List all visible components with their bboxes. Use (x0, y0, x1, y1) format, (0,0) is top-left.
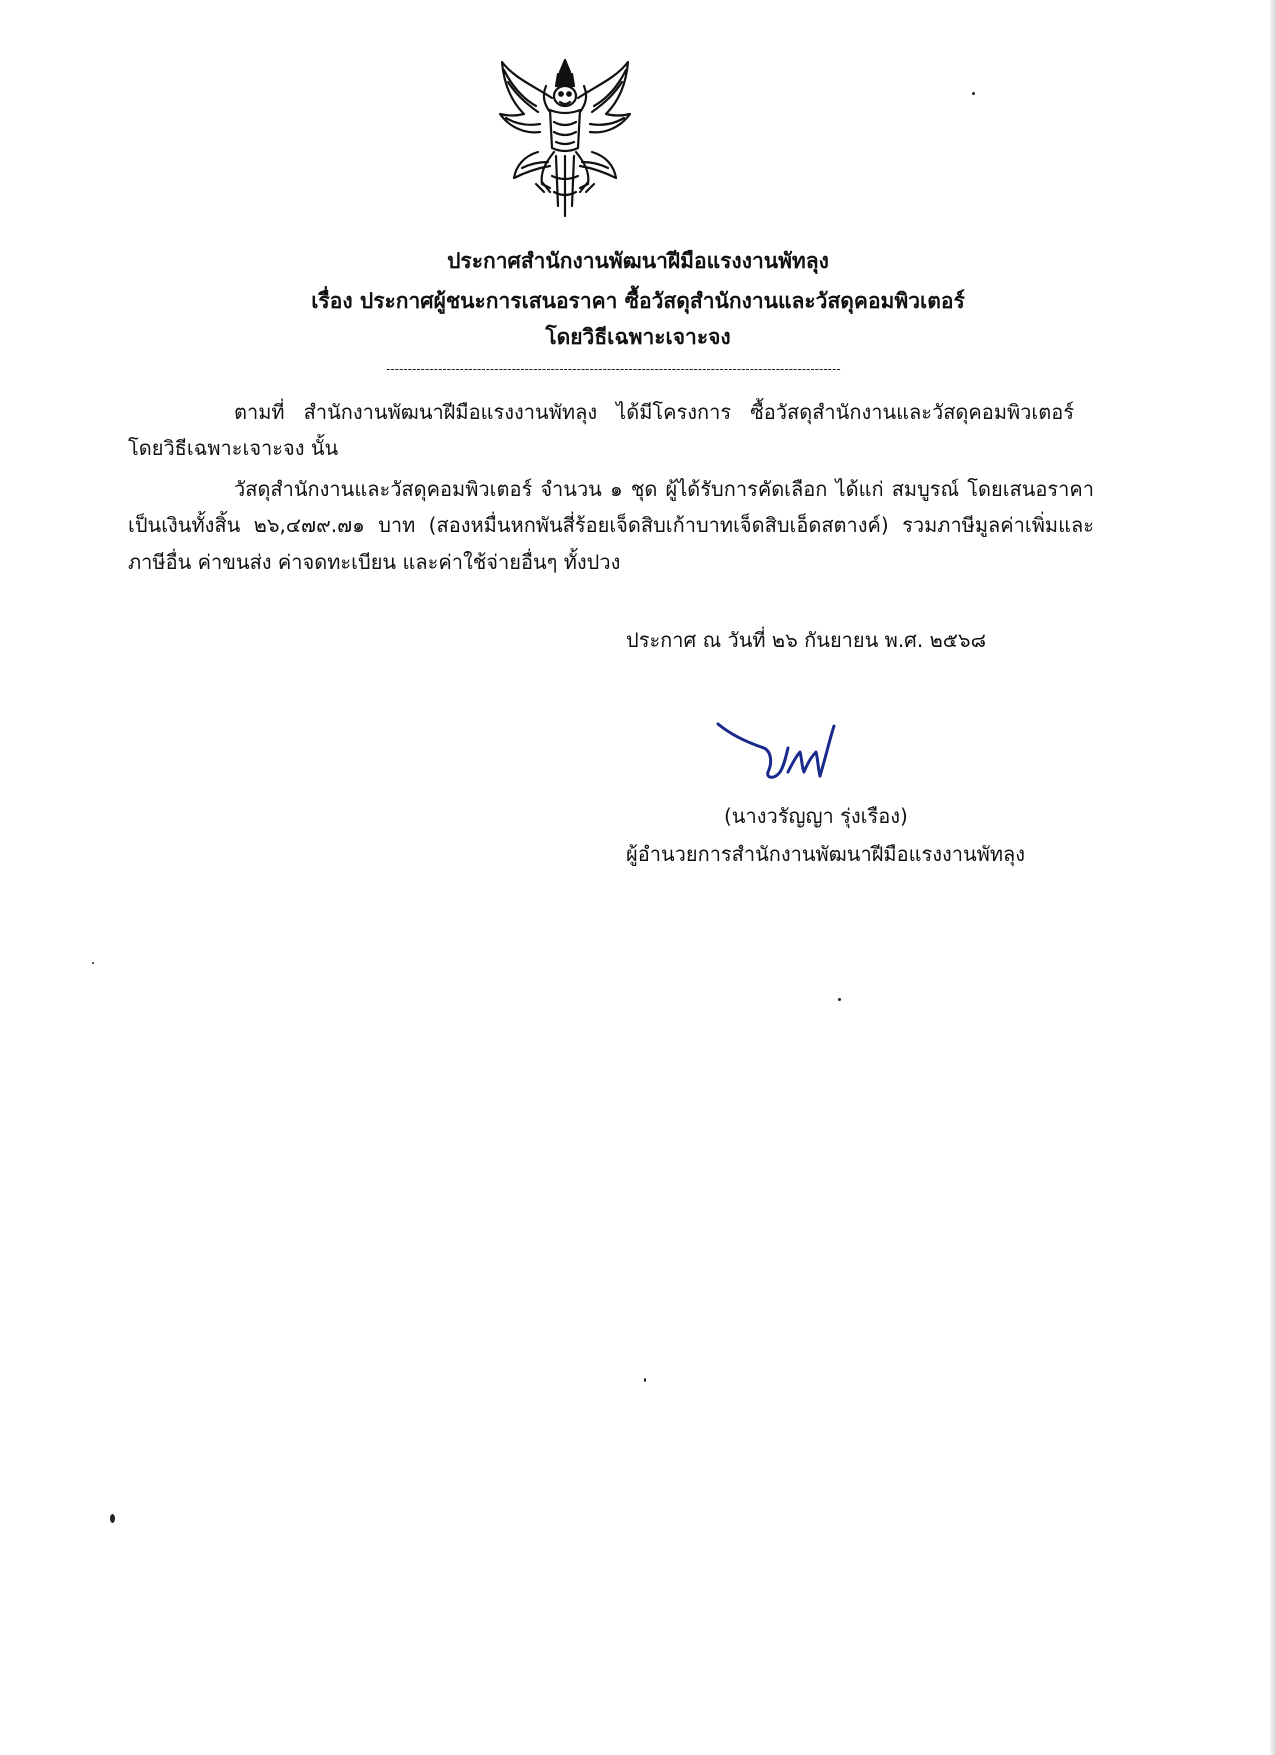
announcement-subject: เรื่อง ประกาศผู้ชนะการเสนอราคา ซื้อวัสดุสำนักงานและวัสดุคอมพิวเตอร์ (311, 289, 965, 313)
scan-speck (92, 962, 94, 964)
signer-title: ผู้อำนวยการสำนักงานพัฒนาฝีมือแรงงานพัทลุง (626, 842, 1026, 866)
body-paragraph-2-line-1: วัสดุสำนักงานและวัสดุคอมพิวเตอร์ จำนวน ๑ ชุด ผู้ได้รับการคัดเลือก ได้แก่ สมบูรณ์ โดยเสนอราคา (234, 477, 1094, 501)
body-paragraph-1-line-1: ตามที่ สำนักงานพัฒนาฝีมือแรงงานพัทลุง ได้มีโครงการ ซื้อวัสดุสำนักงานและวัสดุคอมพิวเตอร์ (234, 400, 1074, 424)
announcement-title: ประกาศสำนักงานพัฒนาฝีมือแรงงานพัทลุง (447, 249, 829, 273)
announcement-date: ประกาศ ณ วันที่ ๒๖ กันยายน พ.ศ. ๒๕๖๘ (626, 628, 987, 652)
scan-speck (644, 1378, 646, 1382)
signer-name: (นางวรัญญา รุ่งเรือง) (724, 804, 908, 828)
separator-line: --------------------------------------------------------------------------------------------------------- (386, 362, 841, 376)
body-paragraph-2-line-2: เป็นเงินทั้งสิ้น ๒๖,๔๗๙.๗๑ บาท (สองหมื่นหกพันสี่ร้อยเจ็ดสิบเก้าบาทเจ็ดสิบเอ็ดสตางค์) รวมภาษีมูลค่าเพิ่มและ (128, 513, 1094, 537)
scan-speck (838, 998, 841, 1001)
body-paragraph-2-line-3: ภาษีอื่น ค่าขนส่ง ค่าจดทะเบียน และค่าใช้จ่ายอื่นๆ ทั้งปวง (128, 550, 621, 574)
body-paragraph-1-line-2: โดยวิธีเฉพาะเจาะจง นั้น (128, 436, 339, 460)
garuda-emblem-icon (494, 56, 636, 220)
scan-speck (110, 1514, 115, 1523)
announcement-method: โดยวิธีเฉพาะเจาะจง (545, 325, 731, 349)
scan-speck (972, 92, 975, 95)
signature-mark (710, 716, 840, 786)
